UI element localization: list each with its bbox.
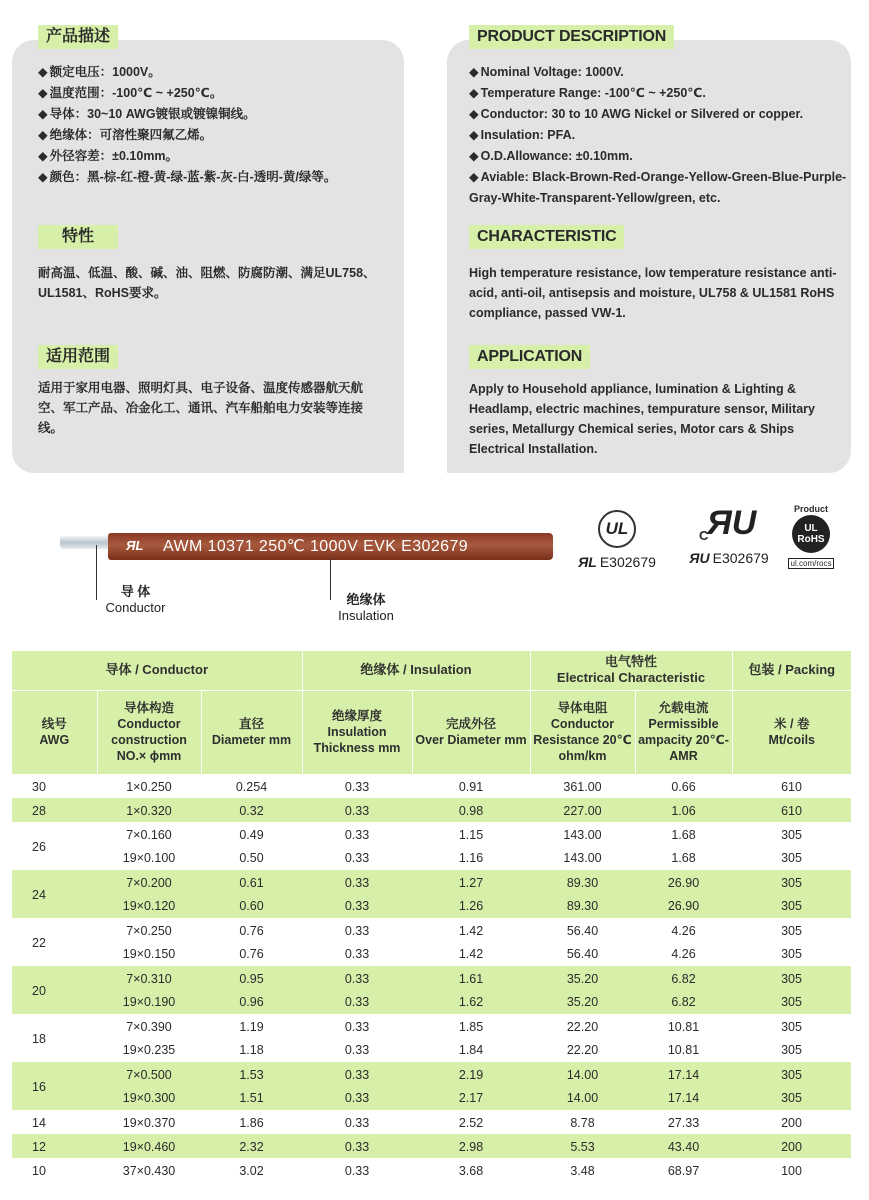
table-cell: 0.76 xyxy=(201,918,302,942)
table-cell: 610 xyxy=(732,798,851,822)
conductor-leader-line xyxy=(96,545,97,600)
table-cell: 7×0.160 xyxy=(97,822,201,846)
table-cell: 0.33 xyxy=(302,1038,412,1062)
table-cell: 26.90 xyxy=(635,870,732,894)
cn-characteristic-title: 特性 xyxy=(38,225,118,249)
cable-insulation xyxy=(108,533,553,560)
table-cell: 2.98 xyxy=(412,1134,530,1158)
table-row xyxy=(12,846,851,870)
table-cell: 17.14 xyxy=(635,1086,732,1110)
table-cell: 35.20 xyxy=(530,990,635,1014)
awg-group xyxy=(12,1134,851,1158)
table-cell: 0.66 xyxy=(635,774,732,798)
table-cell: 0.33 xyxy=(302,1014,412,1038)
cn-description-list xyxy=(38,62,336,188)
awg-cell: 18 xyxy=(12,1014,97,1062)
table-row xyxy=(12,1038,851,1062)
table-cell: 68.97 xyxy=(635,1158,732,1182)
table-cell: 43.40 xyxy=(635,1134,732,1158)
table-cell: 143.00 xyxy=(530,846,635,870)
awg-group xyxy=(12,870,851,918)
table-cell: 1.61 xyxy=(412,966,530,990)
awg-group xyxy=(12,774,851,798)
table-cell: 7×0.500 xyxy=(97,1062,201,1086)
table-cell: 3.02 xyxy=(201,1158,302,1182)
table-cell: 17.14 xyxy=(635,1062,732,1086)
en-application-text: Apply to Household appliance, lumination & Lighting & Headlamp, electric machines, tempurature sensor, Military series, Metallurgy Chemical series, Motor cars & Ships Electrical Installation. xyxy=(469,382,815,456)
table-cell: 1.19 xyxy=(201,1014,302,1038)
col-header-over-diameter: 完成外径 Over Diameter mm xyxy=(412,690,530,774)
table-cell: 0.91 xyxy=(412,774,530,798)
table-cell: 19×0.460 xyxy=(97,1134,201,1158)
awg-cell: 12 xyxy=(12,1134,97,1158)
cn-application-title: 适用范围 xyxy=(38,345,118,369)
table-cell: 1.27 xyxy=(412,870,530,894)
table-row xyxy=(12,1086,851,1110)
ul-certification: UL ЯL E302679 xyxy=(567,510,667,570)
table-cell: 0.254 xyxy=(201,774,302,798)
table-cell: 0.33 xyxy=(302,942,412,966)
table-row xyxy=(12,966,851,990)
table-cell: 1.85 xyxy=(412,1014,530,1038)
table-cell: 14.00 xyxy=(530,1062,635,1086)
awg-group xyxy=(12,966,851,1014)
cul-recognized-icon: ЯU xyxy=(689,550,710,566)
awg-cell: 30 xyxy=(12,774,97,798)
cul-certification: C ЯU ЯU E302679 xyxy=(689,504,769,566)
table-cell: 305 xyxy=(732,1038,851,1062)
table-cell: 89.30 xyxy=(530,894,635,918)
awg-group xyxy=(12,1062,851,1110)
table-cell: 6.82 xyxy=(635,966,732,990)
table-cell: 0.33 xyxy=(302,1134,412,1158)
electrical-group-header: 电气特性 Electrical Characteristic xyxy=(530,651,732,690)
table-cell: 2.17 xyxy=(412,1086,530,1110)
table-cell: 2.19 xyxy=(412,1062,530,1086)
table-cell: 1.62 xyxy=(412,990,530,1014)
table-cell: 0.33 xyxy=(302,822,412,846)
rohs-icon: UL RoHS xyxy=(792,515,830,553)
table-cell: 56.40 xyxy=(530,918,635,942)
insulation-label: 绝缘体 Insulation xyxy=(338,592,394,623)
cn-desc-item: ◆ 导体：30~10 AWG镀银或镀镍铜线。 xyxy=(38,107,256,121)
table-cell: 0.98 xyxy=(412,798,530,822)
table-cell: 100 xyxy=(732,1158,851,1182)
en-description-title: PRODUCT DESCRIPTION xyxy=(469,25,674,49)
cul-ru-icon: ЯU xyxy=(707,504,757,542)
table-cell: 1.18 xyxy=(201,1038,302,1062)
cn-application-text: 适用于家用电器、照明灯具、电子设备、温度传感器航天航空、军工产品、冶金化工、通讯、汽车船舶电力安装等连接线。 xyxy=(38,381,364,435)
table-row xyxy=(12,990,851,1014)
table-cell: 10.81 xyxy=(635,1038,732,1062)
table-cell: 200 xyxy=(732,1110,851,1134)
awg-cell: 22 xyxy=(12,918,97,966)
table-cell: 10.81 xyxy=(635,1014,732,1038)
col-header-construction: 导体构造 Conductor construction NO.× ϕmm xyxy=(97,690,201,774)
table-cell: 1.15 xyxy=(412,822,530,846)
table-cell: 227.00 xyxy=(530,798,635,822)
table-cell: 1×0.320 xyxy=(97,798,201,822)
awg-cell: 10 xyxy=(12,1158,97,1182)
cn-desc-item: ◆ 外径容差：±0.10mm。 xyxy=(38,149,179,163)
en-desc-item: ◆ Insulation: PFA. xyxy=(469,128,576,142)
cn-description-title: 产品描述 xyxy=(38,25,118,49)
table-cell: 0.96 xyxy=(201,990,302,1014)
table-cell: 22.20 xyxy=(530,1014,635,1038)
awg-cell: 14 xyxy=(12,1110,97,1134)
table-cell: 0.33 xyxy=(302,966,412,990)
table-cell: 19×0.150 xyxy=(97,942,201,966)
en-desc-item: ◆ Conductor: 30 to 10 AWG Nickel or Silvered or copper. xyxy=(469,107,804,121)
ul-recognized-icon: ЯL xyxy=(578,554,597,570)
table-row xyxy=(12,918,851,942)
table-cell: 1.68 xyxy=(635,846,732,870)
table-cell: 7×0.390 xyxy=(97,1014,201,1038)
table-cell: 37×0.430 xyxy=(97,1158,201,1182)
table-cell: 0.33 xyxy=(302,918,412,942)
rohs-certification: Product UL RoHS ul.com/rocs xyxy=(786,504,836,571)
table-cell: 0.33 xyxy=(302,1062,412,1086)
awg-cell: 20 xyxy=(12,966,97,1014)
table-cell: 0.32 xyxy=(201,798,302,822)
c-mark-icon: C xyxy=(699,528,709,543)
table-cell: 305 xyxy=(732,990,851,1014)
cn-desc-item: ◆ 绝缘体：可溶性聚四氟乙烯。 xyxy=(38,128,213,142)
table-cell: 7×0.310 xyxy=(97,966,201,990)
awg-group xyxy=(12,918,851,966)
table-cell: 14.00 xyxy=(530,1086,635,1110)
table-cell: 0.33 xyxy=(302,798,412,822)
table-cell: 0.50 xyxy=(201,846,302,870)
ul-circle-icon: UL xyxy=(598,510,636,548)
table-cell: 1.51 xyxy=(201,1086,302,1110)
en-desc-item: ◆ Temperature Range: -100℃ ~ +250℃. xyxy=(469,86,706,100)
table-cell: 2.32 xyxy=(201,1134,302,1158)
table-cell: 27.33 xyxy=(635,1110,732,1134)
en-desc-item: ◆ Aviable: Black-Brown-Red-Orange-Yellow-Green-Blue-Purple-Gray-White-Transparent-Yellow/green, etc. xyxy=(469,170,847,205)
table-cell: 0.60 xyxy=(201,894,302,918)
table-cell: 305 xyxy=(732,846,851,870)
table-cell: 305 xyxy=(732,966,851,990)
table-cell: 0.76 xyxy=(201,942,302,966)
table-cell: 1×0.250 xyxy=(97,774,201,798)
table-row xyxy=(12,822,851,846)
packing-group-header: 包装 / Packing xyxy=(732,651,851,690)
table-cell: 0.33 xyxy=(302,1158,412,1182)
awg-cell: 26 xyxy=(12,822,97,870)
table-row xyxy=(12,798,851,822)
table-cell: 7×0.250 xyxy=(97,918,201,942)
table-cell: 305 xyxy=(732,1062,851,1086)
table-cell: 19×0.300 xyxy=(97,1086,201,1110)
table-cell: 89.30 xyxy=(530,870,635,894)
col-header-insulation-thickness: 绝缘厚度 Insulation Thickness mm xyxy=(302,690,412,774)
table-cell: 305 xyxy=(732,942,851,966)
col-header-diameter: 直径 Diameter mm xyxy=(201,690,302,774)
table-cell: 305 xyxy=(732,870,851,894)
table-row xyxy=(12,1110,851,1134)
awg-group xyxy=(12,1110,851,1134)
col-header-resistance: 导体电阻 Conductor Resistance 20℃ ohm/km xyxy=(530,690,635,774)
table-cell: 35.20 xyxy=(530,966,635,990)
conductor-group-header: 导体 / Conductor xyxy=(12,651,302,690)
table-cell: 1.86 xyxy=(201,1110,302,1134)
table-cell: 4.26 xyxy=(635,942,732,966)
table-cell: 0.33 xyxy=(302,1086,412,1110)
table-cell: 1.42 xyxy=(412,942,530,966)
conductor-strands xyxy=(60,536,115,549)
table-cell: 305 xyxy=(732,1086,851,1110)
table-cell: 56.40 xyxy=(530,942,635,966)
table-cell: 19×0.235 xyxy=(97,1038,201,1062)
insulation-group-header: 绝缘体 / Insulation xyxy=(302,651,530,690)
table-cell: 0.49 xyxy=(201,822,302,846)
table-cell: 19×0.370 xyxy=(97,1110,201,1134)
en-application-title: APPLICATION xyxy=(469,345,590,369)
en-desc-item: ◆ Nominal Voltage: 1000V. xyxy=(469,65,624,79)
col-header-awg: 线号 AWG xyxy=(12,690,97,774)
table-cell: 305 xyxy=(732,918,851,942)
col-header-ampacity: 允载电流 Permissible ampacity 20℃-AMR xyxy=(635,690,732,774)
cn-desc-item: ◆ 颜色：黑-棕-红-橙-黄-绿-蓝-紫-灰-白-透明-黄/绿等。 xyxy=(38,170,337,184)
awg-group xyxy=(12,1014,851,1062)
table-cell: 305 xyxy=(732,894,851,918)
table-cell: 0.95 xyxy=(201,966,302,990)
table-cell: 1.26 xyxy=(412,894,530,918)
table-cell: 26.90 xyxy=(635,894,732,918)
table-cell: 143.00 xyxy=(530,822,635,846)
col-header-packing: 米 / 卷 Mt/coils xyxy=(732,690,851,774)
table-row xyxy=(12,774,851,798)
awg-cell: 28 xyxy=(12,798,97,822)
table-cell: 1.84 xyxy=(412,1038,530,1062)
table-cell: 0.61 xyxy=(201,870,302,894)
cable-print-text: AWM 10371 250℃ 1000V EVK E302679 xyxy=(163,538,469,555)
table-cell: 305 xyxy=(732,822,851,846)
table-cell: 1.06 xyxy=(635,798,732,822)
table-cell: 4.26 xyxy=(635,918,732,942)
table-cell: 1.68 xyxy=(635,822,732,846)
table-row xyxy=(12,894,851,918)
table-row xyxy=(12,1134,851,1158)
table-row xyxy=(12,1158,851,1182)
table-cell: 0.33 xyxy=(302,846,412,870)
awg-group xyxy=(12,1158,851,1182)
table-cell: 19×0.100 xyxy=(97,846,201,870)
table-cell: 3.68 xyxy=(412,1158,530,1182)
table-cell: 5.53 xyxy=(530,1134,635,1158)
en-characteristic-title: CHARACTERISTIC xyxy=(469,225,624,249)
table-cell: 3.48 xyxy=(530,1158,635,1182)
table-cell: 22.20 xyxy=(530,1038,635,1062)
awg-cell: 24 xyxy=(12,870,97,918)
en-characteristic-text: High temperature resistance, low temperature resistance anti-acid, anti-oil, antisepsis and moisture, UL758 & UL1581 RoHS compliance, passed VW-1. xyxy=(469,266,837,320)
awg-cell: 16 xyxy=(12,1062,97,1110)
table-cell: 305 xyxy=(732,1014,851,1038)
table-cell: 19×0.190 xyxy=(97,990,201,1014)
table-cell: 7×0.200 xyxy=(97,870,201,894)
table-cell: 6.82 xyxy=(635,990,732,1014)
table-cell: 1.42 xyxy=(412,918,530,942)
table-cell: 361.00 xyxy=(530,774,635,798)
table-row xyxy=(12,1014,851,1038)
cn-desc-item: ◆ 温度范围：-100℃ ~ +250℃。 xyxy=(38,86,223,100)
table-cell: 0.33 xyxy=(302,774,412,798)
en-desc-item: ◆ O.D.Allowance: ±0.10mm. xyxy=(469,149,633,163)
table-cell: 0.33 xyxy=(302,990,412,1014)
rohs-url: ul.com/rocs xyxy=(788,558,835,569)
table-cell: 0.33 xyxy=(302,870,412,894)
cn-desc-item: ◆ 额定电压：1000V。 xyxy=(38,65,161,79)
cn-characteristic-text: 耐高温、低温、酸、碱、油、阻燃、防腐防潮、满足UL758、UL1581、RoHS要求。 xyxy=(38,266,376,300)
conductor-label: 导 体 Conductor xyxy=(105,584,166,615)
table-cell: 1.16 xyxy=(412,846,530,870)
table-cell: 19×0.120 xyxy=(97,894,201,918)
table-row xyxy=(12,1062,851,1086)
spec-table xyxy=(12,651,851,1182)
en-description-list xyxy=(469,62,847,209)
table-cell: 200 xyxy=(732,1134,851,1158)
table-cell: 0.33 xyxy=(302,1110,412,1134)
ul-mark-icon: ЯL xyxy=(126,538,144,553)
table-row xyxy=(12,942,851,966)
awg-group xyxy=(12,822,851,870)
table-cell: 610 xyxy=(732,774,851,798)
table-cell: 1.53 xyxy=(201,1062,302,1086)
awg-group xyxy=(12,798,851,822)
table-cell: 0.33 xyxy=(302,894,412,918)
table-cell: 2.52 xyxy=(412,1110,530,1134)
table-row xyxy=(12,870,851,894)
table-cell: 8.78 xyxy=(530,1110,635,1134)
